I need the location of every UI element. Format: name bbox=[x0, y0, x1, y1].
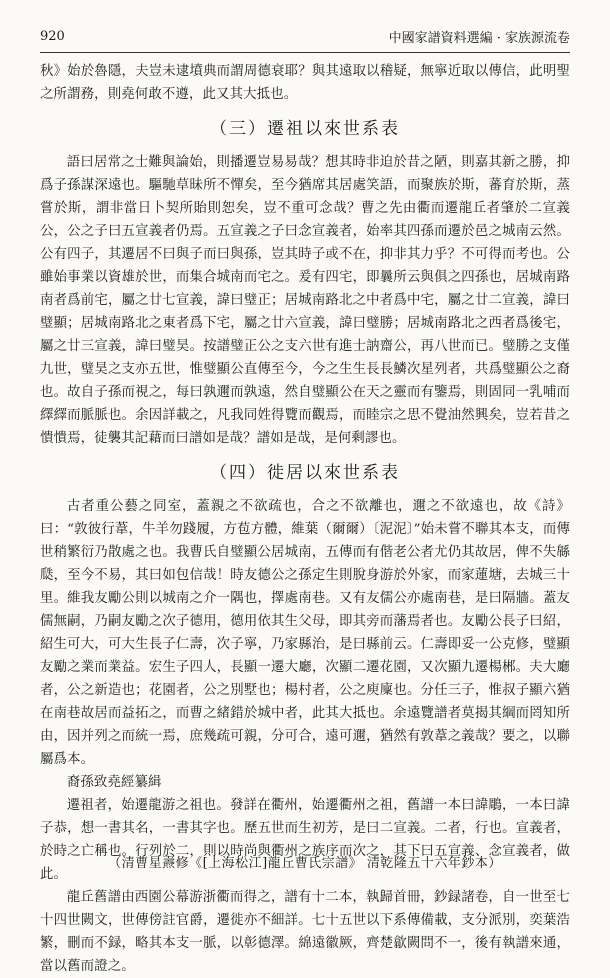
book-title: 中國家譜資料選編 · 家族源流卷 bbox=[388, 30, 570, 46]
section-3-paragraph: 語曰居常之士難與論始，則播遷豈易易哉？想其時非迫於昔之陋，則嘉其新之勝，抑爲子孫謀深遠也。驅馳草昧所不憚矣，至今猶席其居處笑語，而聚族於斯，蕃育於斯，蒸嘗於斯，謂非當日卜契所貽則恕矣，豈不重可念哉？曹之先由衢而遷龍丘者肇於二宣義公，公之子曰五宣義者仍焉。五宣義之子曰念宣義者，始率其四孫而遷於邑之城南云然。公有四子，其遷居不曰與子而曰與孫，豈其時子或不在，抑非其力乎？不可得而考也。公雖始事業以資雄於世，而集合城南而宅之。爰有四宅，即曩所云與俱之四孫也，居城南路南者爲前宅，屬之廿七宣義，諱曰璧正；居城南路北之中者爲中宅，屬之廿二宣義，諱曰璧顯；居城南路北之東者爲下宅，屬之廿六宣義，諱曰璧勝；居城南路北之西者爲後宅，屬之廿三宣義，諱曰璧昊。按譜璧正公之支六世有進士訥齋公，再八世而已。璧勝之支僅九世，璧昊之支亦五世，惟璧顯公直傳至今，今之生生長長鱗次星列者，共爲璧顯公之裔也。故自子孫而視之，每曰孰邇而孰遠，然自璧顯公在天之靈而有鑒焉，則固同一乳哺而繹繹而脈脈也。余因詳載之，凡我同姓得覽而觀焉，而睦宗之思不覺油然興矣，豈若昔之憒憒焉，徒襲其記藉而曰譜如是哉？譜如是哉，是何剩謬也。 bbox=[40, 155, 570, 446]
section-4-paragraph-2: 遷祖者，始遷龍游之祖也。發詳在衢州，始遷衢州之祖，舊譜一本曰諱鵰，一本曰諱子恭，想一書其名，一書其字也。歷五世而生初芳，是曰二宣義。二者，行也。宣義者，於時之亡稱也。行列於二，則以時尚與衢州之族序而次之，其下曰五宣義、念宣義者，做此。 bbox=[40, 798, 570, 882]
page-body bbox=[40, 60, 570, 978]
page-number: 920 bbox=[40, 28, 65, 44]
section-4-paragraph-3: 龍丘舊譜由西園公幕游浙衢而得之，譜有十二本，執歸首冊，鈔録諸卷，自一世至七十四世闕文，世傳傍註官爵，遷徙亦不細詳。七十五世以下系傳備載，支分派別，奕葉浩繁，刪而不録，略其本支一脈，以彰德澤。綿遠徽厥，齊楚歙闕問不一，後有執譜來通，當以舊而證之。 bbox=[40, 890, 570, 974]
section-4-title: （四）徙居以來世系表 bbox=[210, 463, 400, 483]
section-3-title: （三）遷祖以來世系表 bbox=[210, 119, 400, 139]
page-header bbox=[40, 26, 570, 46]
header-rule bbox=[40, 52, 570, 53]
intro-paragraph: 秋》始於魯隱，夫豈未逮墳典而謂周德衰耶？與其遠取以稽疑，無寧近取以傳信，此明聖之所謂務，則堯何敢不遵，此又其大抵也。 bbox=[40, 64, 570, 102]
compiler-line: 裔孫致堯經纂緝 bbox=[66, 775, 162, 790]
source-citation: （清曹星燾修《[上海松江]龍丘曹氏宗譜》 清乾隆五十六年鈔本） bbox=[108, 856, 502, 871]
section-4-paragraph-1: 古者重公藝之同室，蓋親之不欲疏也，合之不欲離也，邇之不欲遠也，故《詩》曰：“敦彼行葦，牛羊勿踐履，方苞方體，維葉（爾爾）〔泥泥〕”始未嘗不聯其本支，而傳世稍繁衍乃散處之也。我曹氏自璧顯公居城南，五傳而有偕老公者尤仍其故居，俾不失緜瓞，至今不易，其曰如包信哉！時友德公之孫定生則脫身游於外家，而家蓮塘，去城三十里。維我友勵公則以城南之介一隅也，擇處南巷。又有友儒公亦處南巷，是曰隔牆。蓋友儒無嗣，乃嗣友勵之次子德用，德用依其生父母，即其旁而藩焉者也。友勵公長子曰紹，紹生可大，可大生長子仁壽，次子寧，乃家縣治，是曰縣前云。仁壽即妥一公克修，璧顯友勵之業而業益。宏生子四人，長顯一遷大廳，次顯二遷花園，又次顯九遷楊郴。夫大廳者，公之新造也；花園者，公之別墅也；楊村者，公之庾廩也。分任三子，惟叔子顯六猶在南巷故居而益拓之，而曹之緒錯於城中者，此其大抵也。余遠覽譜者莫揭其綱而罔知所由，因并列之而統一焉，庶幾疏可親，分可合，遠可邇，猶然有敦葦之義哉？要之，以聯屬爲本。 bbox=[40, 499, 570, 767]
